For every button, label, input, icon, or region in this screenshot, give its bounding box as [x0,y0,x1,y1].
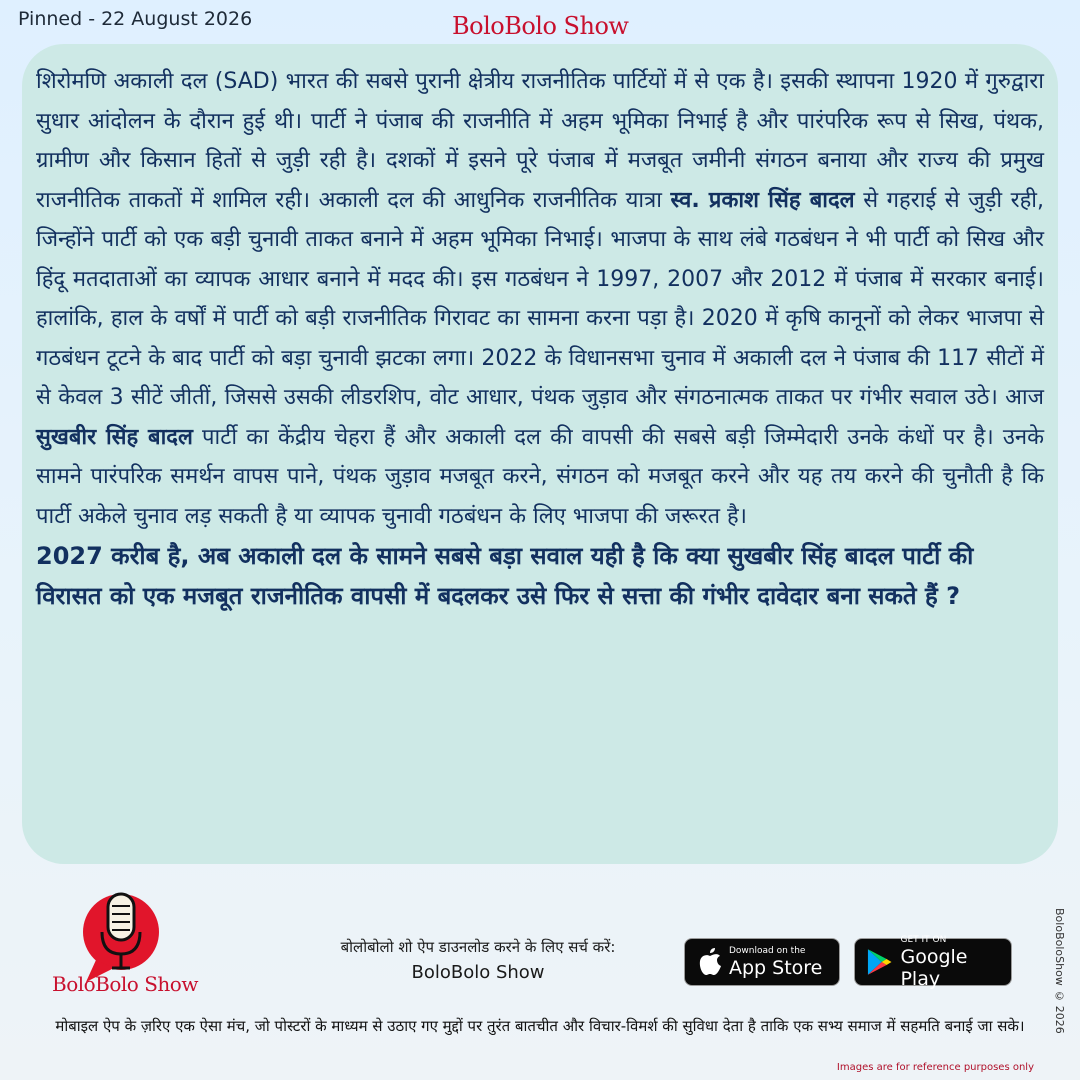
app-name: BoloBolo Show [411,962,545,983]
pinned-date: Pinned - 22 August 2026 [18,8,253,30]
google-play-small-label: GET IT ON [900,934,947,945]
article-bold-name-1: स्व. प्रकाश सिंह बादल [670,187,855,213]
article-card [22,44,1058,864]
article-text-2: से गहराई से जुड़ी रही, जिन्होंने पार्टी को एक बड़ी चुनावी ताकत बनाने में अहम भूमिका निभाई। भाजपा के साथ लंबे गठबंधन ने भी पार्टी को सिख और हिंदू मतदाताओं का व्यापक आधार बनाने में मदद की। इस गठबंधन ने 1997, 2007 और 2012 में पंजाब में सरकार बनाई। हालांकि, हाल के वर्षों में पार्टी को बड़ी राजनीतिक गिरावट का सामना करना पड़ा है। 2020 में कृषि कानूनों को लेकर भाजपा से गठबंधन टूटने के बाद पार्टी को बड़ा चुनावी झटका लगा। 2022 के विधानसभा चुनाव में अकाली दल ने पंजाब की 117 सीटों में से केवल 3 सीटें जीतीं, जिससे उसकी लीडरशिप, वोट आधार, पंथक जुड़ाव और संगठनात्मक ताकत पर गंभीर सवाल उठे। आज [36,187,1044,410]
logo-text: BoloBolo Show [52,972,198,996]
copyright: BoloBoloShow © 2026 [1053,908,1066,1034]
disclaimer: Images are for reference purposes only [836,1062,1034,1073]
article-text-3: पार्टी का केंद्रीय चेहरा हैं और अकाली दल की वापसी की सबसे बड़ी जिम्मेदारी उनके कंधों पर है। उनके सामने पारंपरिक समर्थन वापस पाने, पंथक जुड़ाव मजबूत करने, संगठन को मजबूत करने और यह तय करने की चुनौती है कि पार्टी अकेले चुनाव लड़ सकती है या व्यापक चुनावी गठबंधन के लिए भाजपा की जरूरत है। [36,424,1044,529]
article-body [36,62,1044,536]
apple-icon [697,947,723,977]
app-store-button[interactable] [684,938,840,986]
app-store-label: App Store [729,956,823,979]
brand-title: BoloBolo Show [452,12,629,40]
google-play-icon [865,947,892,977]
article-bold-name-2: सुखबीर सिंह बादल [36,424,193,450]
google-play-button[interactable] [854,934,1012,990]
closing-question: 2027 करीब है, अब अकाली दल के सामने सबसे बड़ा सवाल यही है कि क्या सुखबीर सिंह बादल पार्टी की विरासत को एक मजबूत राजनीतिक वापसी में बदलकर उसे फिर से सत्ता की गंभीर दावेदार बना सकते हैं ? [36,542,974,610]
search-prompt: बोलोबोलो शो ऐप डाउनलोड करने के लिए सर्च करें: [340,938,616,956]
google-play-label: Google Play [900,945,968,990]
tagline: मोबाइल ऐप के ज़रिए एक ऐसा मंच, जो पोस्टरों के माध्यम से उठाए गए मुद्दों पर तुरंत बातचीत और विचार-विमर्श की सुविधा देता है ताकि एक सभ्य समाज में सहमति बनाई जा सके। [55,1017,1025,1035]
article-text-1: शिरोमणि अकाली दल (SAD) भारत की सबसे पुरानी क्षेत्रीय राजनीतिक पार्टियों में से एक है। इसकी स्थापना 1920 में गुरुद्वारा सुधार आंदोलन के दौरान हुई थी। पार्टी ने पंजाब की राजनीति में अहम भूमिका निभाई है और पारंपरिक रूप से सिख, पंथक, ग्रामीण और किसान हितों से जुड़ी रही है। दशकों में इसने पूरे पंजाब में मजबूत जमीनी संगठन बनाया और राज्य की प्रमुख राजनीतिक ताकतों में शामिल रही। अकाली दल की आधुनिक राजनीतिक यात्रा [36,69,1044,213]
app-store-small-label: Download on the [729,945,806,956]
